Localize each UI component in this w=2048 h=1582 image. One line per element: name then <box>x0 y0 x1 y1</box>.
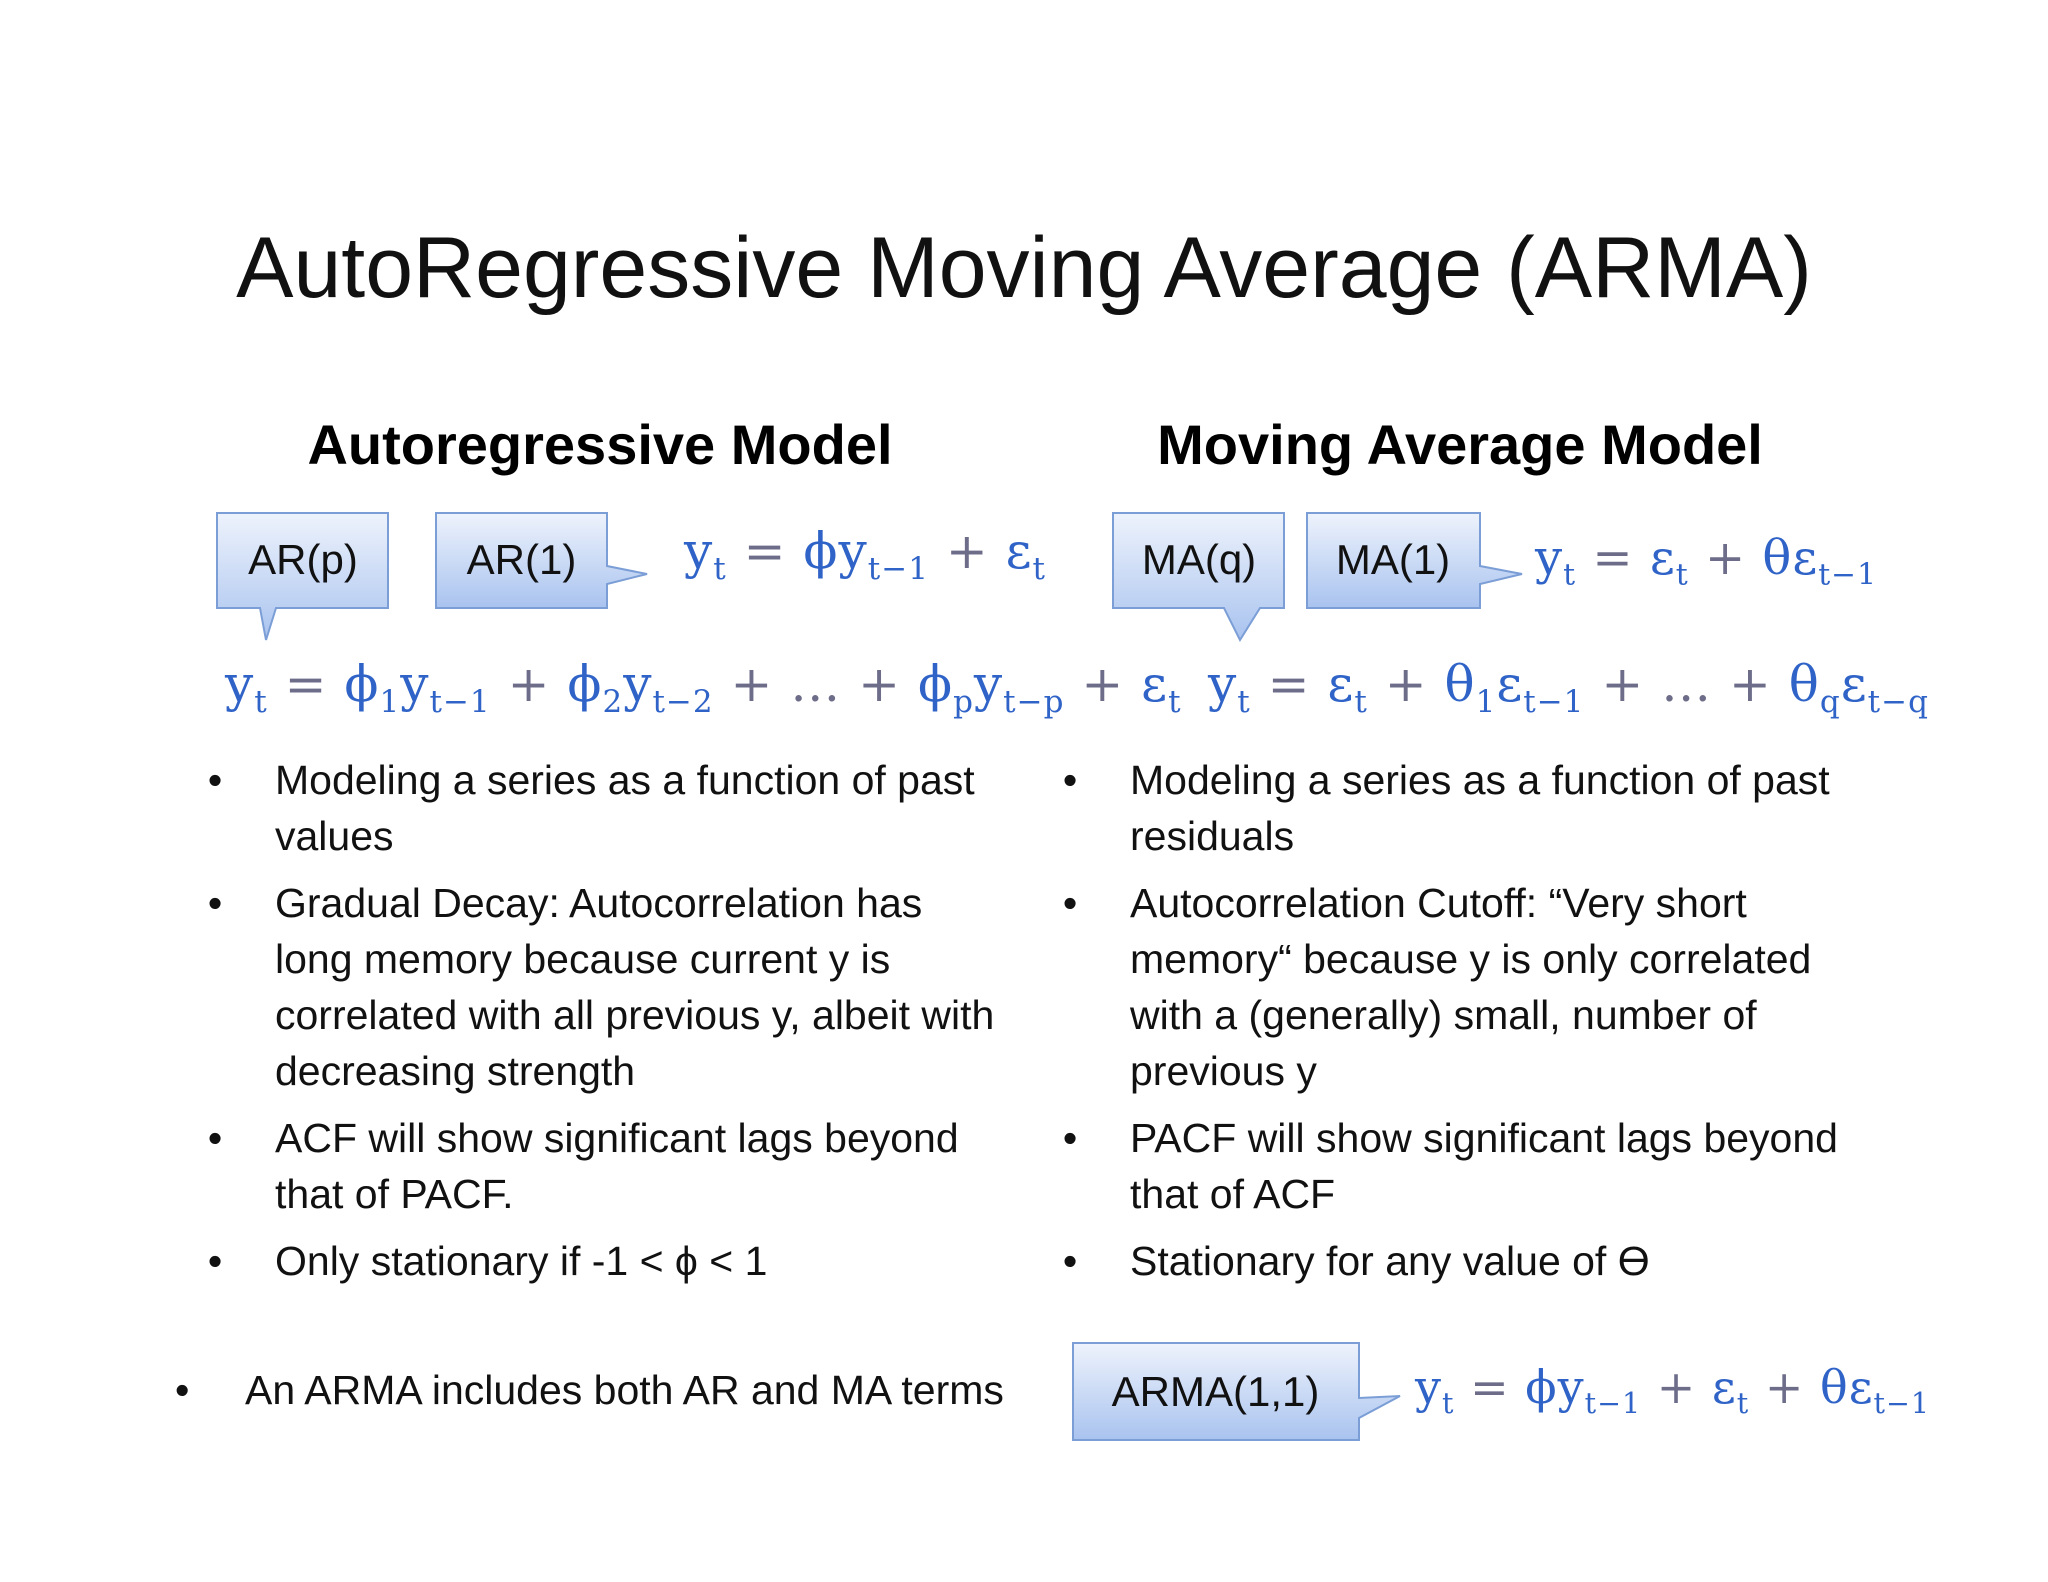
list-item: • PACF will show significant lags beyond that of ACF <box>1060 1110 1880 1222</box>
ar-p-label: AR(p) <box>248 536 358 583</box>
bullet-icon: • <box>1062 1238 1078 1284</box>
moving-average-heading: Moving Average Model <box>1157 413 1763 476</box>
bullet-icon: • <box>1062 757 1078 803</box>
autoregressive-heading: Autoregressive Model <box>307 413 893 476</box>
bullet-icon: • <box>1062 880 1078 926</box>
list-item: • Stationary for any value of Ө <box>1060 1233 1880 1289</box>
ar-p-callout <box>216 512 390 642</box>
slide-title: AutoRegressive Moving Average (ARMA) <box>236 220 1812 316</box>
bullet-icon: • <box>207 757 223 803</box>
ma-1-callout <box>1306 512 1526 612</box>
list-item: • Autocorrelation Cutoff: “Very short memory“ because y is only correlated with a (generally) small, number of previous y <box>1060 875 1880 1099</box>
list-item: • ACF will show significant lags beyond that of PACF. <box>205 1110 1005 1222</box>
ar-1-label: AR(1) <box>466 536 577 583</box>
autoregressive-bullets <box>205 752 1005 1300</box>
arma-formula: $y_t = \phi y_{t-1} + \varepsilon_t + \theta\varepsilon_{t-1}$ <box>1415 1360 1931 1420</box>
bullet-icon: • <box>175 1367 190 1413</box>
arma-bullet-text: An ARMA includes both AR and MA terms <box>245 1367 1004 1413</box>
ma-1-label: MA(1) <box>1335 536 1451 583</box>
ma-1-formula: $y_t = \varepsilon_t + \theta\varepsilon_{t-1}$ <box>1535 530 1877 593</box>
ar-1-formula: $y_t = \phi y_{t-1} + \varepsilon_t$ <box>684 522 1046 587</box>
bullet-icon: • <box>207 1238 223 1284</box>
moving-average-bullets <box>1060 752 1880 1300</box>
ma-q-label: MA(q) <box>1141 536 1257 583</box>
list-item: • Modeling a series as a function of past values <box>205 752 1005 864</box>
ma-q-callout <box>1112 512 1286 642</box>
list-item: • Only stationary if -1 < ϕ < 1 <box>205 1233 1005 1289</box>
arma-callout <box>1072 1342 1402 1446</box>
arma-label: ARMA(1,1) <box>1111 1368 1320 1415</box>
bullet-icon: • <box>1062 1115 1078 1161</box>
ma-q-formula: $y_t = \varepsilon_t + \theta_1\varepsilon_{t-1}$ + … + $\theta_q\varepsilon_{t-q}$ <box>1208 655 1929 720</box>
bullet-icon: • <box>207 1115 223 1161</box>
ar-1-callout <box>435 512 650 612</box>
ar-p-formula: $y_t = \phi_1y_{t-1} + \phi_2y_{t-2}$ + … + $\phi_py_{t-p} + \varepsilon_t$ <box>225 655 1182 720</box>
list-item: • Gradual Decay: Autocorrelation has long memory because current y is correlated with all previous y, albeit with decreasing strength <box>205 875 1005 1099</box>
bullet-icon: • <box>207 880 223 926</box>
list-item: • Modeling a series as a function of past residuals <box>1060 752 1880 864</box>
